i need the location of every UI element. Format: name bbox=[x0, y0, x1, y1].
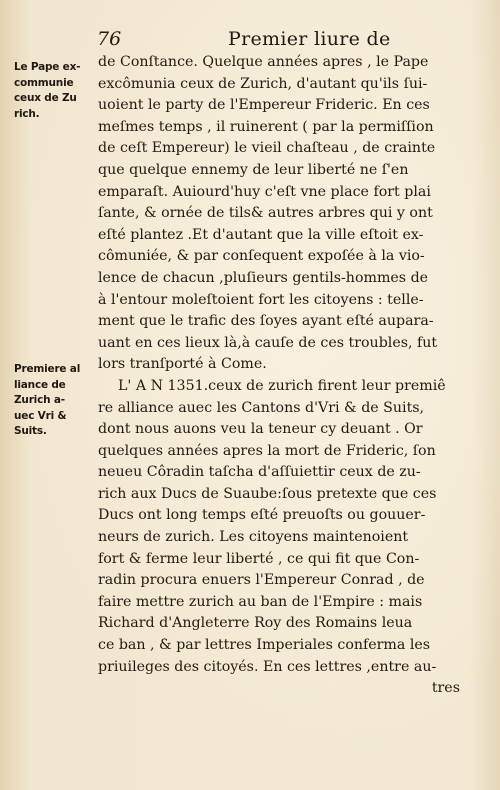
margin-note-line: uec Vri & bbox=[14, 409, 67, 422]
text-line: dont nous auons veu la teneur cy deuant . Or bbox=[98, 421, 423, 438]
text-line: cômuniée, & par conſequent expoſée à la vio- bbox=[98, 248, 425, 265]
text-line: eſté plantez .Et d'autant que la ville eſtoit ex- bbox=[98, 226, 424, 243]
margin-note-line: Premiere al bbox=[14, 363, 81, 375]
text-line: rich aux Ducs de Suaube:ſous pretexte que ces bbox=[98, 485, 437, 502]
margin-note-excommunication bbox=[14, 60, 100, 122]
text-line: quelques années apres la mort de Frideric, ſon bbox=[98, 442, 436, 459]
text-line: emparaſt. Auiourd'huy c'eſt vne place fort plai bbox=[98, 183, 431, 200]
running-head: Premier liure de bbox=[228, 28, 391, 50]
margin-note-line: rich. bbox=[14, 107, 40, 120]
text-line: L' A N 1351.ceux de zurich firent leur premiê bbox=[118, 377, 446, 394]
margin-note-alliance bbox=[14, 362, 100, 440]
text-line: lence de chacun ,pluſieurs gentils-hommes de bbox=[98, 269, 429, 286]
text-line: neurs de zurich. Les citoyens maintenoient bbox=[98, 529, 409, 546]
text-line: uant en ces lieux là,à cauſe de ces troubles, fut bbox=[98, 334, 438, 351]
text-line: meſmes temps , il ruinerent ( par la permiſſion bbox=[98, 118, 434, 135]
page-number: 76 bbox=[97, 28, 122, 50]
text-line: de Conſtance. Quelque années apres , le Pape bbox=[98, 54, 429, 70]
text-line: faire mettre zurich au ban de l'Empire : mais bbox=[98, 593, 423, 610]
text-line: priuileges des citoyés. En ces lettres ,entre au- bbox=[98, 658, 437, 675]
text-line: fort & ferme leur liberté , ce qui fit que Con- bbox=[98, 550, 420, 567]
text-line: à l'entour moleſtoient fort les citoyens : telle- bbox=[98, 291, 424, 308]
text-line: Richard d'Angleterre Roy des Romains leua bbox=[98, 615, 413, 632]
text-line: radin procura enuers l'Empereur Conrad , de bbox=[98, 572, 425, 589]
text-line: uoient le party de l'Empereur Frideric. En ces bbox=[98, 97, 430, 114]
catchword: tres bbox=[431, 680, 460, 697]
text-line: que quelque ennemy de leur liberté ne ſ'en bbox=[98, 161, 409, 178]
text-line: ment que le trafic des ſoyes ayant eſté aupara- bbox=[98, 313, 434, 330]
text-line: lors tranſporté à Come. bbox=[98, 356, 267, 373]
body-text bbox=[98, 52, 460, 700]
page-header bbox=[0, 28, 500, 52]
margin-note-line: Le Pape ex- bbox=[14, 61, 81, 73]
margin-note-line: liance de bbox=[14, 378, 66, 391]
margin-note-line: communie bbox=[14, 76, 74, 89]
text-line: Ducs ont long temps eſté preuoſts ou gouuer- bbox=[98, 507, 426, 524]
text-line: ſante, & ornée de tils& autres arbres qui y ont bbox=[98, 205, 433, 222]
text-line: ce ban , & par lettres Imperiales conferma les bbox=[98, 637, 431, 654]
text-line: de ceſt Empereur) le vieil chaſteau , de crainte bbox=[98, 140, 436, 157]
text-line: excômunia ceux de Zurich, d'autant qu'ils ſui- bbox=[98, 75, 428, 92]
margin-note-line: Zurich a- bbox=[14, 394, 65, 406]
text-line: neueu Côradin taſcha d'aſſuiettir ceux de zu- bbox=[98, 464, 421, 481]
margin-note-line: Suits. bbox=[14, 425, 47, 437]
margin-note-line: ceux de Zu bbox=[14, 92, 77, 104]
text-line: re alliance auec les Cantons d'Vri & de Suits, bbox=[98, 399, 425, 416]
